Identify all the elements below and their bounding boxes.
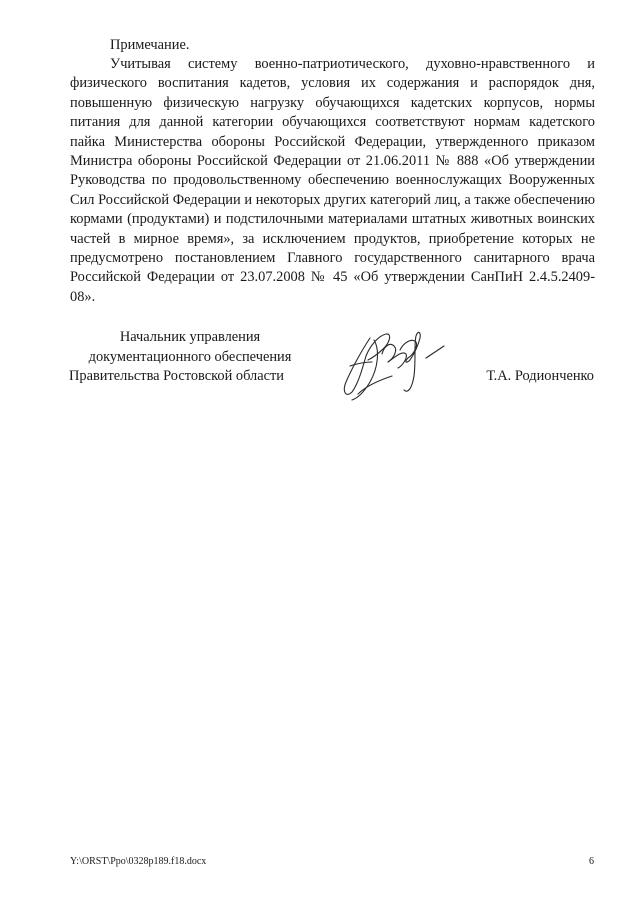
note-body-text: Учитывая систему военно-патриотического, духовно-нравственного и физического воспитания кадетов, условия их содержания и распорядок дня, повышенную физическую нагрузку обучающихся кадетских корпусов, нормы питания для данной категории обучающихся соответствуют нормам кадетского пайка Министерства обороны Российской Федерации, утвержденного приказом Министра обороны Российской Федерации от 21.06.2011 № 888 «Об утверждении Руководства по продовольственному обеспечению военнослужащих Вооруженных Сил Российской Федерации и некоторых других категорий лиц, а также обеспечению кормами (продуктами) и подстилочными материалами штатных животных воинских частей в мирное время», за исключением продуктов, приобретение которых не предусмотрено постановлением Главного государственного санитарного врача Российской Федерации от 23.07.2008 № 45 «Об утверждении СанПиН 2.4.5.2409-08».	[70, 56, 595, 305]
position-line-1: Начальник управления	[119, 329, 261, 345]
position-line-2: документационного обеспечения	[88, 348, 292, 365]
note-title: Примечание.	[110, 37, 190, 53]
handwritten-signature	[322, 320, 472, 412]
footer-page-number: 6	[589, 856, 594, 867]
footer-file-path: Y:\ORST\Ppo\0328p189.f18.docx	[70, 856, 207, 867]
note-body	[70, 55, 595, 307]
position-line-3: Правительства Ростовской области	[69, 368, 284, 384]
signatory-position	[70, 328, 310, 387]
signer-name: Т.А. Родионченко	[486, 368, 594, 384]
